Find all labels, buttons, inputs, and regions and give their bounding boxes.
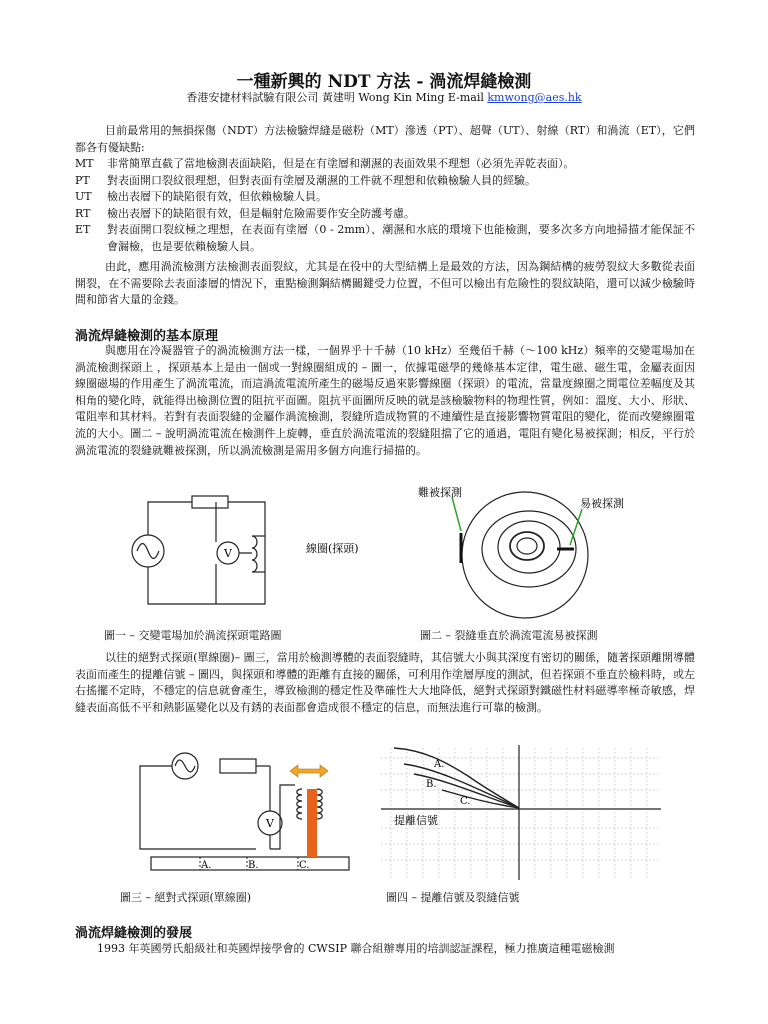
method-text: 檢出表層下的缺陷很有效，但是輻射危險需要作安全防護考慮。 (107, 206, 415, 220)
signal-label: B. (426, 779, 437, 790)
method-item (75, 189, 695, 206)
method-text: 檢出表層下的缺陷很有效，但依賴檢驗人員。 (107, 190, 327, 204)
pointer-line (570, 509, 582, 545)
figure-2-eddy-currents (412, 483, 642, 623)
figure-2-caption: 圖二 – 裂縫垂直於渦流電流易被探測 (420, 629, 598, 642)
section-heading: 渦流焊縫檢測的基本原理 (75, 329, 219, 344)
figure-1-caption: 圖一 – 交變電場加於渦流探頭電路圖 (104, 629, 282, 642)
author-line (0, 89, 768, 105)
meter-label: V (224, 547, 232, 560)
crack-label: C. (299, 860, 310, 871)
pointer-line (452, 497, 461, 531)
method-abbr: ET (75, 223, 91, 237)
figure-4-caption: 圖四 – 提離信號及裂縫信號 (386, 891, 520, 904)
method-text: 非常簡單直截了當地檢測表面缺陷，但是在有塗層和潮濕的表面效果不理想（必須先弄乾表面）。 (107, 157, 575, 170)
signal-label: C. (460, 796, 471, 807)
method-text: 對表面開口裂紋極之理想，在表面有塗層（0 - 2mm）、潮濕和水底的環境下也能檢測，要多次多方向地掃描才能保証不會漏檢，也是要依賴檢驗人員。 (107, 223, 695, 253)
method-abbr: RT (75, 206, 91, 220)
section-paragraph-3: 1993 年英國勞氏船級社和英國焊接學會的 CWSIP 聯合組辦專用的培訓認証課程，極力推廣這種電磁檢測 (97, 942, 615, 955)
method-abbr: MT (75, 157, 94, 170)
page-title: 一種新興的 NDT 方法 - 渦流焊縫檢測 (236, 72, 532, 92)
section-paragraph: 與應用在冷凝器管子的渦流檢測方法一樣，一個界乎十千赫（10 kHz）至幾佰千赫（～100 kHz）頻率的交變電場加在渦流檢測探頭上 ，探頭基本上是由一個或一對線圈組成的 – 圖一，依據電磁學的幾條基本定律，電生磁、磁生電，金屬表面因線圈磁場的作用產生了渦流電流，而這渦流電流所產生的磁場反過來影響線圈（探頭）的電流，當量度線圈之間電位差幅度及其相角的變化時，就能得出檢測位置的阻抗平面圖。阻抗平面圖所反映的就是該檢驗物料的物理性質，例如：溫度、大小、形狀、電阻率和其材料。若對有表面裂縫的金屬作渦流檢測，裂縫所造成物質的不連續性是直接影響物質電阻的變化，從而改變線圈電流的大小。圖二 – 說明渦流電流在檢測件上旋轉，垂直於渦流電流的裂縫阻擋了它的通過，電阻有變化易被探測；相反，平行於渦流電流的裂縫就難被探測，所以渦流檢測是需用多個方向進行掃描的。 (75, 344, 695, 457)
crack-label: A. (201, 860, 212, 871)
author-text: 香港安捷材料試驗有限公司 黃建明 Wong Kin Ming E-mail (186, 91, 484, 104)
intro-paragraph-2: 由此，應用渦流檢測方法檢測表面裂紋，尤其是在役中的大型結構上是最效的方法，因為鋼結構的疲勞裂紋大多數從表面開裂，在不需要除去表面漆層的情況下，重點檢測鋼結構關鍵受力位置，不但可以檢出有危險性的裂紋缺陷，還可以減少檢驗時間和節省大量的金錢。 (75, 260, 695, 307)
method-item (75, 156, 695, 173)
signal-curve-c (442, 790, 519, 808)
method-text: 對表面開口裂紋很理想，但對表面有塗層及潮濕的工件就不理想和依賴檢驗人員的經驗。 (107, 173, 536, 187)
method-item (75, 206, 695, 223)
figure-4-liftoff-plot (376, 740, 666, 885)
probe-core (307, 789, 317, 857)
method-item (75, 173, 695, 190)
section-heading-2: 渦流焊縫檢測的發展 (75, 926, 193, 941)
easy-to-detect-label: 易被探測 (580, 497, 624, 510)
meter-label: V (266, 817, 274, 830)
figure-3-absolute-probe (130, 745, 365, 880)
figure-3-caption: 圖三 – 絕對式探頭(單線圈) (120, 891, 252, 904)
intro-paragraph: 目前最常用的無損探傷（NDT）方法檢驗焊縫是磁粉（MT）滲透（PT）、超聲（UT）、射線（RT）和渦流（ET），它們都各有優缺點: (75, 124, 695, 154)
crack-label: B. (248, 860, 259, 871)
signal-label: A. (434, 759, 445, 770)
figure-1-circuit (110, 484, 410, 619)
section-paragraph-2: 以往的絕對式探頭(單線圈)– 圖三，當用於檢測導體的表面裂縫時，其信號大小與其深度有密切的關係，隨著探頭離開導體表面而產生的提離信號 – 圖四，與探頭和導體的距離有直接的關係，可利用作塗層厚度的測試，但若探頭不垂直於檢料時，或左右搖擺不定時，不穩定的信息就會產生，導致檢測的穩定性及準確性大大地降低，絕對式探頭對鐵磁性材料磁導率極奇敏感，焊縫表面高低不平和熱影區變化以及有銹的表面都會造成很不穩定的信息，而無法進行可靠的檢測。 (75, 651, 695, 714)
method-item (75, 222, 695, 255)
liftoff-label: 提離信號 (394, 814, 438, 827)
coil-label: 線圈(探頭) (306, 542, 359, 555)
method-list (75, 156, 695, 256)
scan-arrow (290, 765, 328, 777)
email-link[interactable]: kmwong@aes.hk (487, 91, 582, 104)
hard-to-detect-label: 難被探測 (418, 486, 462, 499)
method-abbr: UT (75, 190, 92, 204)
method-abbr: PT (75, 173, 90, 187)
